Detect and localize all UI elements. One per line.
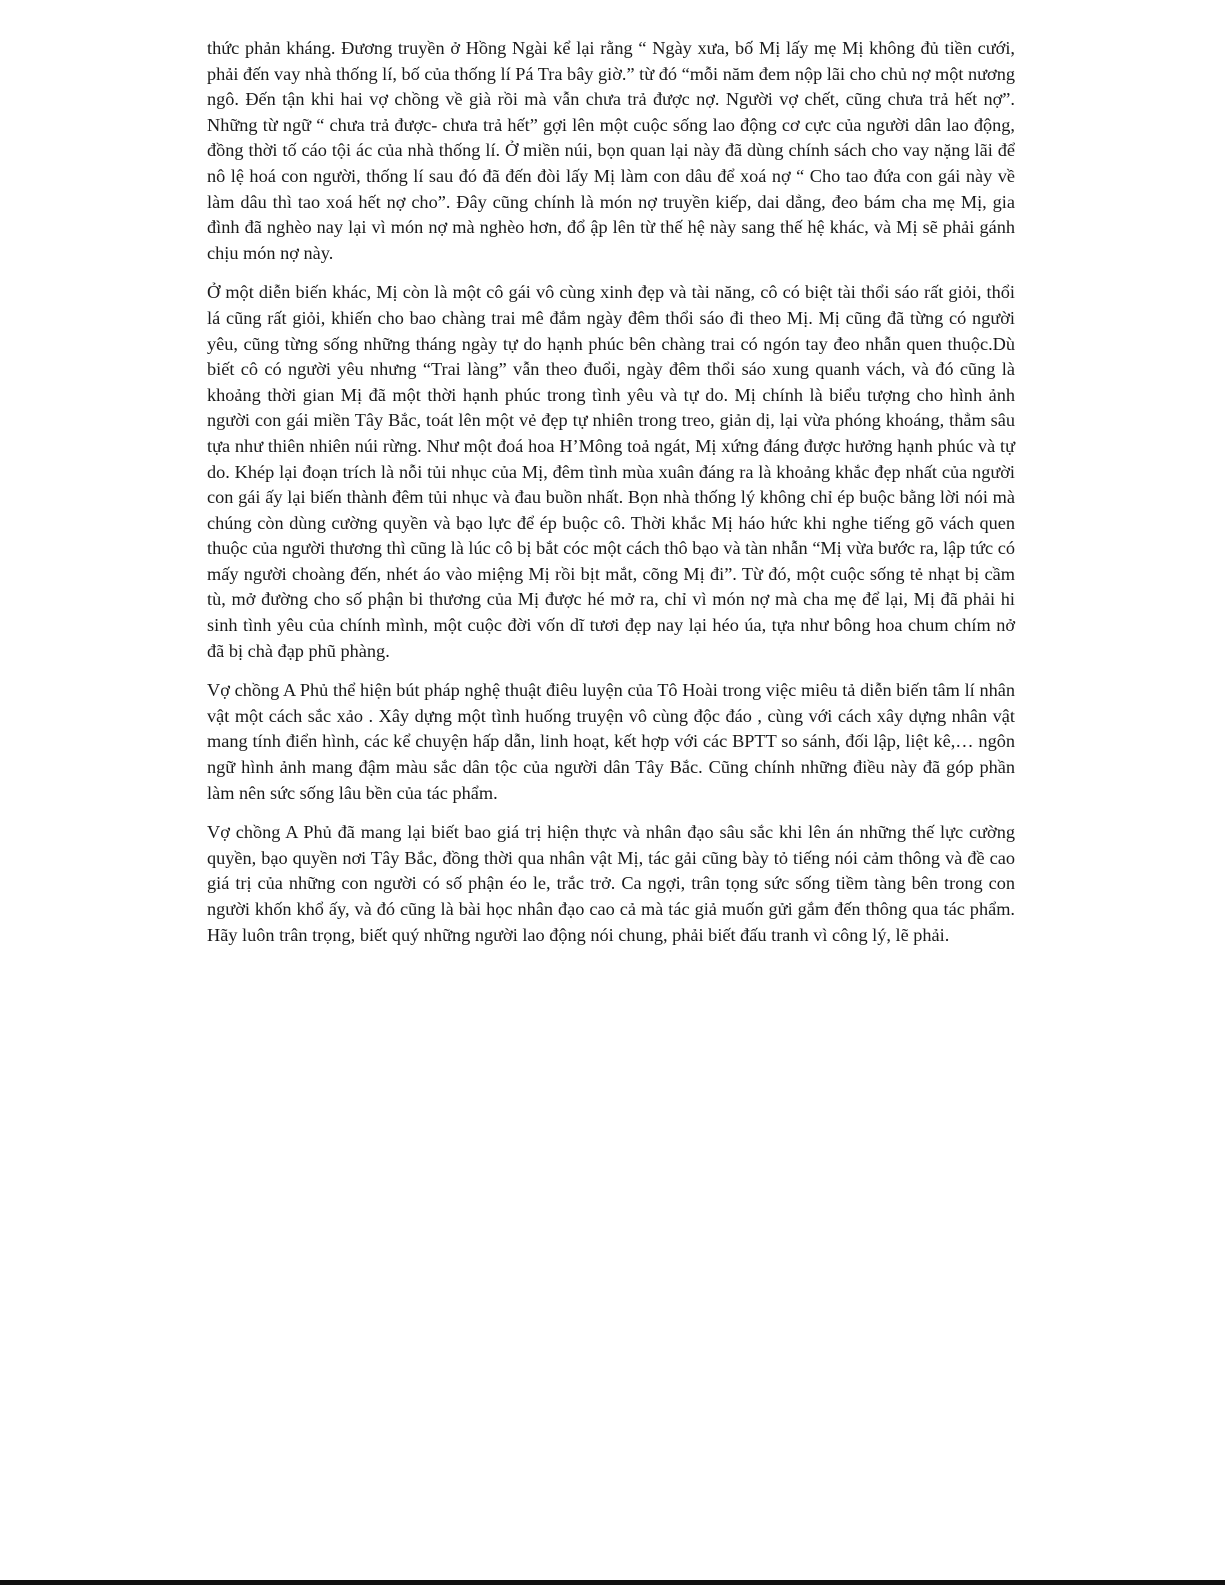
paragraph-debt: thức phản kháng. Đương truyền ở Hồng Ngài kể lại rằng “ Ngày xưa, bố Mị lấy mẹ Mị không đủ tiền cưới, phải đến vay nhà thống lí, bố của thống lí Pá Tra bây giờ.” từ đó “mỗi năm đem nộp lãi cho chủ nợ một nương ngô. Đến tận khi hai vợ chồng về già rồi mà vẫn chưa trả được nợ. Người vợ chết, cũng chưa trả hết nợ”. Những từ ngữ “ chưa trả được- chưa trả hết” gợi lên một cuộc sống lao động cơ cực của người dân lao động, đồng thời tố cáo tội ác của nhà thống lí. Ở miền núi, bọn quan lại này đã dùng chính sách cho vay nặng lãi để nô lệ hoá con người, thống lí sau đó đã đến đòi lấy Mị làm con dâu để xoá nợ “ Cho tao đứa con gái này về làm dâu thì tao xoá hết nợ cho”. Đây cũng chính là món nợ truyền kiếp, dai dẳng, đeo bám cha mẹ Mị, gia đình đã nghèo nay lại vì món nợ mà nghèo hơn, đổ ập lên từ thế hệ này sang thế hệ khác, và Mị sẽ phải gánh chịu món nợ này. (207, 38, 1015, 263)
paragraph-artistry: Vợ chồng A Phủ thể hiện bút pháp nghệ thuật điêu luyện của Tô Hoài trong việc miêu tả diễn biến tâm lí nhân vật một cách sắc xảo . Xây dựng một tình huống truyện vô cùng độc đáo , cùng với cách xây dựng nhân vật mang tính điển hình, các kể chuyện hấp dẫn, linh hoạt, kết hợp với các BPTT so sánh, đối lập, liệt kê,… ngôn ngữ hình ảnh mang đậm màu sắc dân tộc của người dân Tây Bắc. Cũng chính những điều này đã góp phần làm nên sức sống lâu bền của tác phẩm. (207, 680, 1015, 803)
bottom-border (0, 1580, 1225, 1585)
paragraph-conclusion: Vợ chồng A Phủ đã mang lại biết bao giá trị hiện thực và nhân đạo sâu sắc khi lên án những thế lực cường quyền, bạo quyền nơi Tây Bắc, đồng thời qua nhân vật Mị, tác gải cũng bày tỏ tiếng nói cảm thông và đề cao giá trị của những con người có số phận éo le, trắc trở. Ca ngợi, trân tọng sức sống tiềm tàng bên trong con người khốn khổ ấy, và đó cũng là bài học nhân đạo cao cả mà tác giả muốn gửi gắm đến thông qua tác phẩm. Hãy luôn trân trọng, biết quý những người lao động nói chung, phải biết đấu tranh vì công lý, lẽ phải. (207, 822, 1015, 945)
document-body (207, 36, 1015, 962)
paragraph-mi-beauty: Ở một diễn biến khác, Mị còn là một cô gái vô cùng xinh đẹp và tài năng, cô có biệt tài thổi sáo rất giỏi, thổi lá cũng rất giỏi, khiến cho bao chàng trai mê đắm ngày đêm thổi sáo đi theo Mị. Mị cũng đã từng có người yêu, cũng từng sống những tháng ngày tự do hạnh phúc bên chàng trai có ngón tay đeo nhẫn quen thuộc.Dù biết cô có người yêu nhưng “Trai làng” vẫn theo đuổi, ngày đêm thổi sáo xung quanh vách, và đó cũng là khoảng thời gian Mị đã một thời hạnh phúc trong tình yêu và tự do. Mị chính là biểu tượng cho hình ảnh người con gái miền Tây Bắc, toát lên một vẻ đẹp tự nhiên trong treo, giản dị, lại vừa phóng khoáng, thẳm sâu tựa như thiên nhiên núi rừng. Như một đoá hoa H’Mông toả ngát, Mị xứng đáng được hưởng hạnh phúc và tự do. Khép lại đoạn trích là nỗi tủi nhục của Mị, đêm tình mùa xuân đáng ra là khoảng khắc đẹp nhất của người con gái ấy lại biến thành đêm tủi nhục và đau buồn nhất. Bọn nhà thống lý không chỉ ép buộc bằng lời nói mà chúng còn dùng cường quyền và bạo lực để ép buộc cô. Thời khắc Mị háo hức khi nghe tiếng gõ vách quen thuộc của người thương thì cũng là lúc cô bị bắt cóc một cách thô bạo và tàn nhẫn “Mị vừa bước ra, lập tức có mấy người choàng đến, nhét áo vào miệng Mị rồi bịt mắt, cõng Mị đi”. Từ đó, một cuộc sống tẻ nhạt bị cầm tù, mở đường cho số phận bi thương của Mị được hé mở ra, chỉ vì món nợ mà cha mẹ để lại, Mị đã phải hi sinh tình yêu của chính mình, một cuộc đời vốn dĩ tươi đẹp nay lại héo úa, tựa như bông hoa chum chím nở đã bị chà đạp phũ phàng. (207, 282, 1015, 661)
